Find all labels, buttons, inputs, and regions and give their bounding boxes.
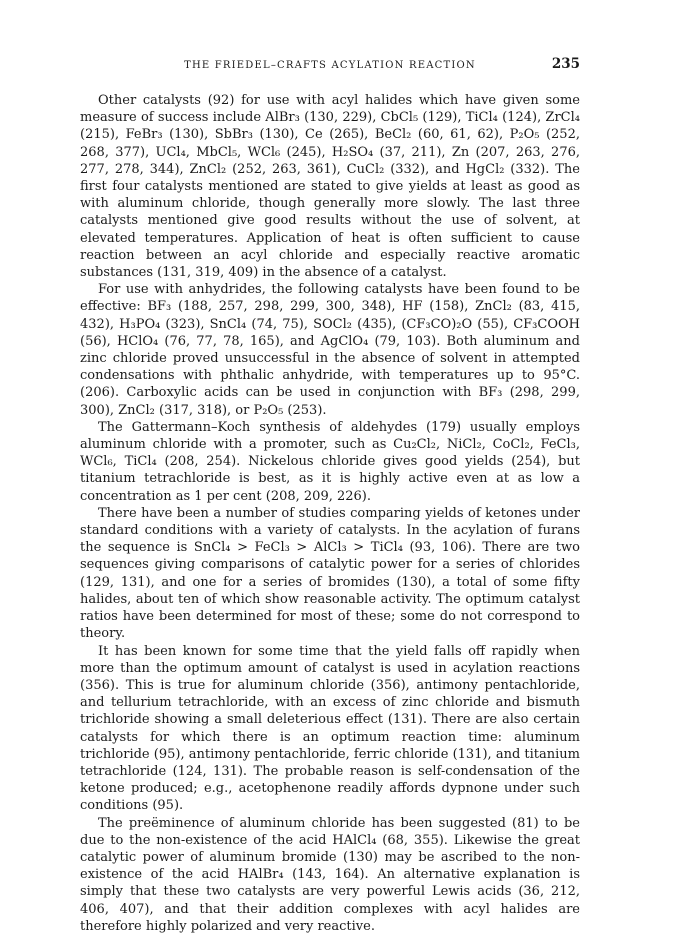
paragraph: The preëminence of aluminum chloride has been suggested (81) to be due to the non-existence of the acid HAlCl₄ (68, 355). Likewise the great catalytic power of aluminum bromide (130) may be ascribed to the non-existence of the acid HAlBr₄ (143, 164). An alternative explanation is simply that these two catalysts are very powerful Lewis acids (36, 212, 406, 407), and that their addition complexes with acyl halides are therefore highly polarized and very reactive.	[80, 815, 580, 934]
body-text	[80, 92, 580, 935]
paragraph: It has been known for some time that the yield falls off rapidly when more than the optimum amount of catalyst is used in acylation reactions (356). This is true for aluminum chloride (356), antimony pentachloride, and tellurium tetrachloride, with an excess of zinc chloride and bismuth trichloride showing a small deleterious effect (131). There are also certain catalysts for which there is an optimum reaction time: aluminum trichloride (95), antimony pentachloride, ferric chloride (131), and titanium tetrachloride (124, 131). The probable reason is self-condensation of the ketone produced; e.g., acetophenone readily affords dypnone under such conditions (95).	[80, 643, 580, 814]
paragraph: The Gattermann–Koch synthesis of aldehydes (179) usually employs aluminum chloride with a promoter, such as Cu₂Cl₂, NiCl₂, CoCl₂, FeCl₃, WCl₆, TiCl₄ (208, 254). Nickelous chloride gives good yields (254), but titanium tetrachloride is best, as it is highly active even at as low a concentration as 1 per cent (208, 209, 226).	[80, 419, 580, 504]
running-title: THE FRIEDEL–CRAFTS ACYLATION REACTION	[184, 60, 476, 71]
paragraph: Other catalysts (92) for use with acyl halides which have given some measure of success include AlBr₃ (130, 229), CbCl₅ (129), TiCl₄ (124), ZrCl₄ (215), FeBr₃ (130), SbBr₃ (130), Ce (265), BeCl₂ (60, 61, 62), P₂O₅ (252, 268, 377), UCl₄, MbCl₅, WCl₆ (245), H₂SO₄ (37, 211), Zn (207, 263, 276, 277, 278, 344), ZnCl₂ (252, 263, 361), CuCl₂ (332), and HgCl₂ (332). The first four catalysts mentioned are stated to give yields at least as good as with aluminum chloride, though generally more slowly. The last three catalysts mentioned give good results without the use of solvent, at elevated temperatures. Application of heat is often sufficient to cause reaction between an acyl chloride and especially reactive aromatic substances (131, 319, 409) in the absence of a catalyst.	[80, 93, 580, 281]
running-head	[80, 56, 580, 78]
paragraph: There have been a number of studies comparing yields of ketones under standard conditions with a variety of catalysts. In the acylation of furans the sequence is SnCl₄ > FeCl₃ > AlCl₃ > TiCl₄ (93, 106). There are two sequences giving comparisons of catalytic power for a series of chlorides (129, 131), and one for a series of bromides (130), a total of some fifty halides, about ten of which show reasonable activity. The optimum catalyst ratios have been determined for most of these; some do not correspond to theory.	[80, 505, 580, 642]
page-number: 235	[551, 56, 580, 72]
paragraph: For use with anhydrides, the following catalysts have been found to be effective: BF₃ (188, 257, 298, 299, 300, 348), HF (158), ZnCl₂ (83, 415, 432), H₃PO₄ (323), SnCl₄ (74, 75), SOCl₂ (435), (CF₃CO)₂O (55), CF₃COOH (56), HClO₄ (76, 77, 78, 165), and AgClO₄ (79, 103). Both aluminum and zinc chloride proved unsuccessful in the absence of solvent in attempted condensations with phthalic anhydride, with temperatures up to 95°C. (206). Carboxylic acids can be used in conjunction with BF₃ (298, 299, 300), ZnCl₂ (317, 318), or P₂O₅ (253).	[80, 282, 580, 418]
page-content	[80, 56, 580, 935]
